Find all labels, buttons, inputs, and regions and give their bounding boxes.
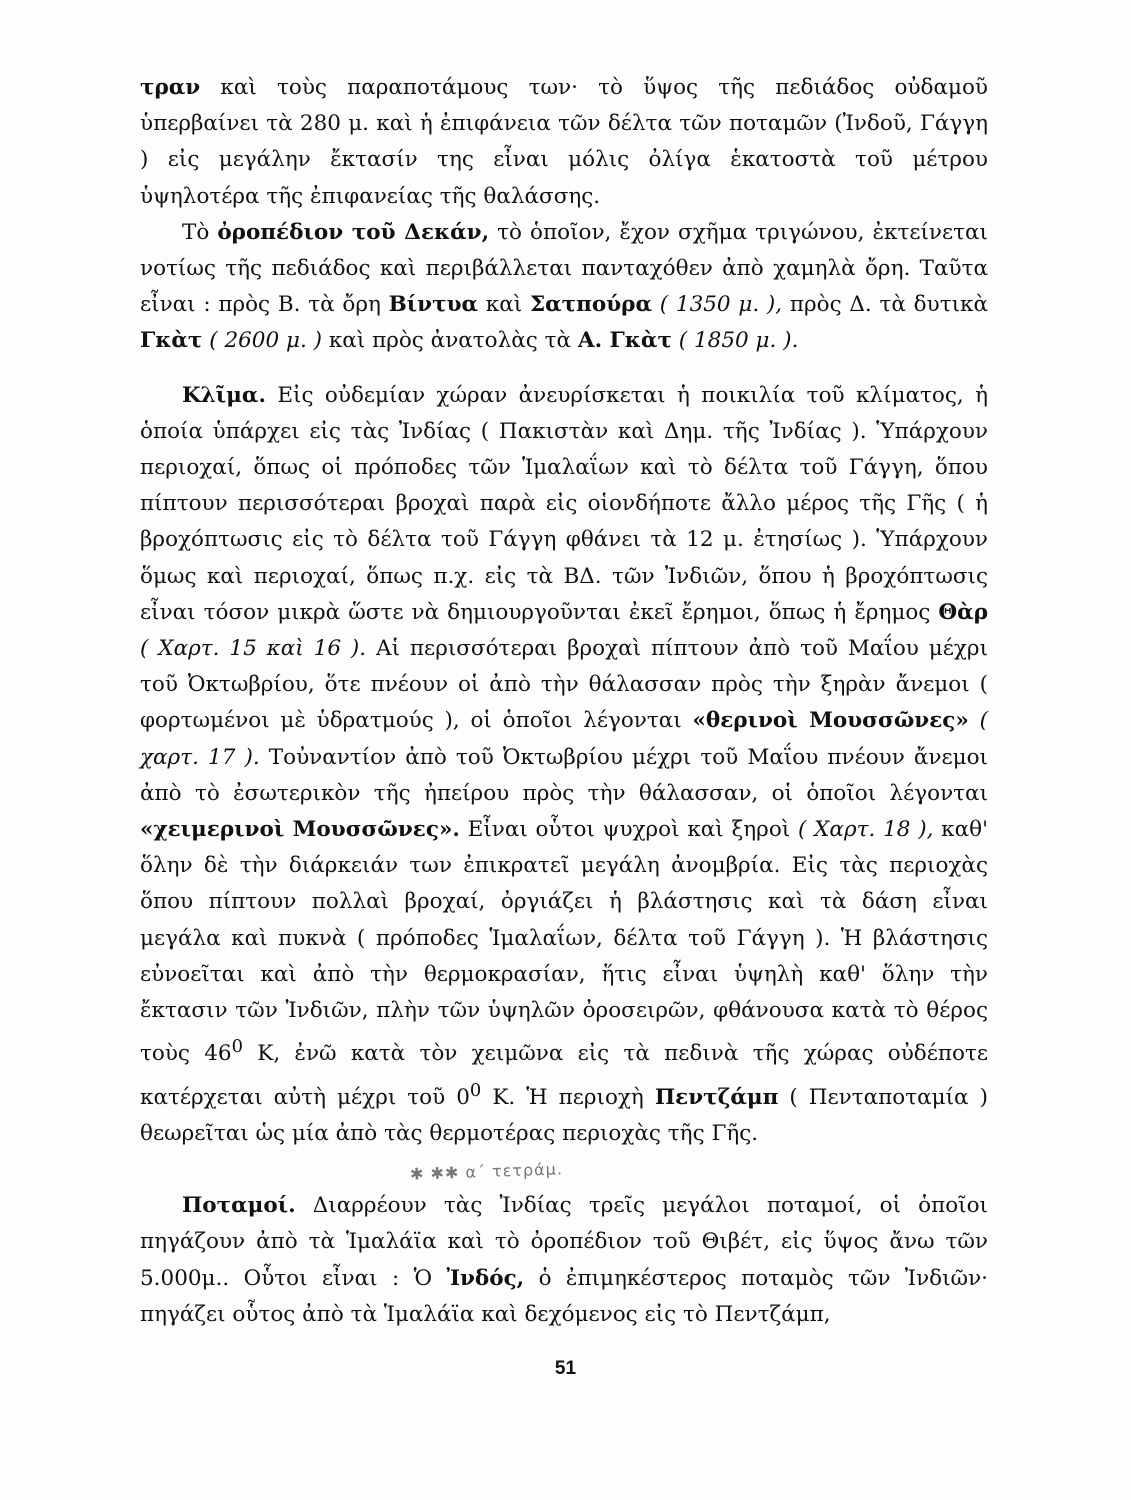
italic-fragment: ( χαρτ. 17 ).	[140, 708, 988, 770]
italic-fragment: ( 1850 μ. ).	[671, 328, 799, 354]
italic-fragment: ( 1350 μ. ),	[652, 292, 783, 318]
paragraph-plain-relief	[140, 70, 988, 215]
italic-fragment: ( Χαρτ. 18 ),	[797, 817, 934, 843]
term-satpura: Σατπούρα	[529, 292, 652, 318]
section-heading-climate: Κλῖμα.	[182, 382, 266, 408]
text-fragment: Κ, ἐνῶ κατὰ τὸν χειμῶνα εἰς τὰ πεδινὰ τῆς χώρας οὐδέποτε κατέρχεται αὐτὴ μέχρι τοῦ 0	[140, 1041, 988, 1110]
page-number: 51	[554, 1358, 577, 1379]
text-fragment: ὁ ἐπιμηκέστερος ποταμὸς τῶν Ἰνδιῶν· πηγάζει οὗτος ἀπὸ τὰ Ἱμαλάϊα καὶ δεχόμενος εἰς τὸ Πεντζάμπ,	[140, 1265, 988, 1327]
paragraph-climate	[140, 378, 988, 1153]
text-fragment: Εἶναι οὗτοι ψυχροὶ καὶ ξηροὶ	[459, 817, 798, 843]
text-fragment: Τὸ	[182, 219, 218, 245]
text-fragment: πρὸς Δ. τὰ δυτικὰ	[782, 292, 988, 318]
text-fragment: Εἰς οὐδεμίαν χώραν ἀνευρίσκεται ἡ ποικιλία τοῦ κλίματος, ἡ ὁποία ὑπάρχει εἰς τὰς Ἰνδίας ( Πακιστὰν καὶ Δημ. τῆς Ἰνδίας ). Ὑπάρχουν περιοχαί, ὅπως οἱ πρόποδες τῶν Ἱμαλαΐων καὶ τὸ δέλτα τοῦ Γάγγη, ὅπου πίπτουν περισσότεραι βροχαὶ παρὰ εἰς οἱονδήποτε ἄλλο μέρος τῆς Γῆς ( ἡ βροχόπτωσις εἰς τὸ δέλτα τοῦ Γάγγη φθάνει τὰ 12 μ. ἐτησίως ). Ὑπάρχουν ὅμως καὶ περιοχαί, ὅπως π.χ. εἰς τὰ ΒΔ. τῶν Ἰνδιῶν, ὅπου ἡ βροχόπτωσις εἶναι τόσον μικρὰ ὥστε νὰ δημιουργοῦνται ἐκεῖ ἔρημοι, ὅπως ἡ ἔρημος	[140, 382, 988, 625]
paragraph-rivers	[140, 1188, 988, 1333]
text-fragment: Τοὐναντίον ἀπὸ τοῦ Ὀκτωβρίου μέχρι τοῦ Μαΐου πνέουν ἄνεμοι ἀπὸ τὸ ἐσωτερικὸν τῆς ἠπείρου πρὸς τὴν θάλασσαν, οἱ ὁποῖοι λέγονται	[140, 744, 988, 806]
text-fragment: καὶ πρὸς ἀνατολὰς τὰ	[322, 328, 578, 354]
term-deccan-plateau: ὀροπέδιον τοῦ Δεκάν,	[217, 219, 490, 245]
text-fragment: καὶ	[478, 292, 530, 318]
text-fragment: Διαρρέουν τὰς Ἰνδίας τρεῖς μεγάλοι ποταμοί, οἱ ὁποῖοι πηγάζουν ἀπὸ τὰ Ἱμαλάϊα καὶ τὸ ὀροπέδιον τοῦ Θιβέτ, εἰς ὕψος ἄνω τῶν 5.000μ.. Οὗτοι εἶναι : Ὁ	[140, 1193, 988, 1291]
term-indus: Ἰνδός,	[446, 1265, 525, 1291]
italic-fragment: ( Χαρτ. 15 καὶ 16 ).	[140, 636, 367, 662]
page-body	[140, 70, 988, 1333]
superscript: 0	[469, 1079, 482, 1101]
term-summer-monsoons: «θερινοὶ Μουσσῶνες»	[692, 708, 969, 734]
text-fragment: Κ. Ἡ περιοχὴ	[481, 1084, 655, 1110]
term-punjab: Πεντζάμπ	[654, 1084, 779, 1110]
paragraph-deccan-plateau	[140, 215, 988, 360]
text-fragment: καὶ τοὺς παραποτάμους των· τὸ ὕψος τῆς πεδιάδος οὐδαμοῦ ὑπερβαίνει τὰ 280 μ. καὶ ἡ ἐπιφάνεια τῶν δέλτα τῶν ποταμῶν (Ἰνδοῦ, Γάγγη ) εἰς μεγάλην ἔκτασίν της εἶναι μόλις ὀλίγα ἑκατοστὰ τοῦ μέτρου ὑψηλοτέρα τῆς ἐπιφανείας τῆς θαλάσσης.	[140, 75, 988, 209]
bold-fragment: τραν	[140, 75, 201, 100]
section-heading-rivers: Ποταμοί.	[182, 1193, 296, 1219]
term-thar: Θὰρ	[938, 599, 988, 625]
text-fragment: τὸ ὁποῖον, ἔχον σχῆμα τριγώνου, ἐκτείνεται νοτίως τῆς πεδιάδος καὶ περιβάλλεται πανταχόθεν ἀπὸ χαμηλὰ ὄρη. Ταῦτα εἶναι : πρὸς Β. τὰ ὄρη	[140, 219, 988, 318]
term-vindhya: Βίντυα	[388, 292, 479, 318]
text-fragment: ( Πενταποταμία ) θεωρεῖται ὡς μία ἀπὸ τὰς θερμοτέρας περιοχὰς τῆς Γῆς.	[140, 1084, 988, 1146]
handwritten-note: ✱ ✱✱ α΄ τετράμ.	[409, 1159, 564, 1184]
term-winter-monsoons: «χειμερινοὶ Μουσσῶνες».	[140, 817, 460, 843]
text-fragment: καθ' ὅλην δὲ τὴν διάρκειάν των ἐπικρατεῖ μεγάλη ἀνομβρία. Εἰς τὰς περιοχὰς ὅπου πίπτουν πολλαὶ βροχαί, ὀργιάζει ἡ βλάστησις καὶ τὰ δάση εἶναι μεγάλα καὶ πυκνὰ ( πρόποδες Ἱμαλαΐων, δέλτα τοῦ Γάγγη ). Ἡ βλάστησις εὐνοεῖται καὶ ἀπὸ τὴν θερμοκρασίαν, ἥτις εἶναι ὑψηλὴ καθ' ὅλην τὴν ἔκτασιν τῶν Ἰνδιῶν, πλὴν τῶν ὑψηλῶν ὀροσειρῶν, φθάνουσα κατὰ τὸ θέρος τοὺς 46	[140, 817, 988, 1067]
text-fragment: Αἱ περισσότεραι βροχαὶ πίπτουν ἀπὸ τοῦ Μαΐου μέχρι τοῦ Ὀκτωβρίου, ὅτε πνέουν οἱ ἀπὸ τὴν θάλασσαν πρὸς τὴν ξηρὰν ἄνεμοι ( φορτωμένοι μὲ ὑδρατμούς ), οἱ ὁποῖοι λέγονται	[140, 636, 988, 734]
term-ghats: Γκὰτ	[140, 328, 203, 354]
term-eastern-ghats: Α. Γκὰτ	[577, 328, 672, 354]
superscript: 0	[231, 1036, 243, 1058]
italic-fragment: ( 2600 μ. )	[202, 328, 323, 354]
